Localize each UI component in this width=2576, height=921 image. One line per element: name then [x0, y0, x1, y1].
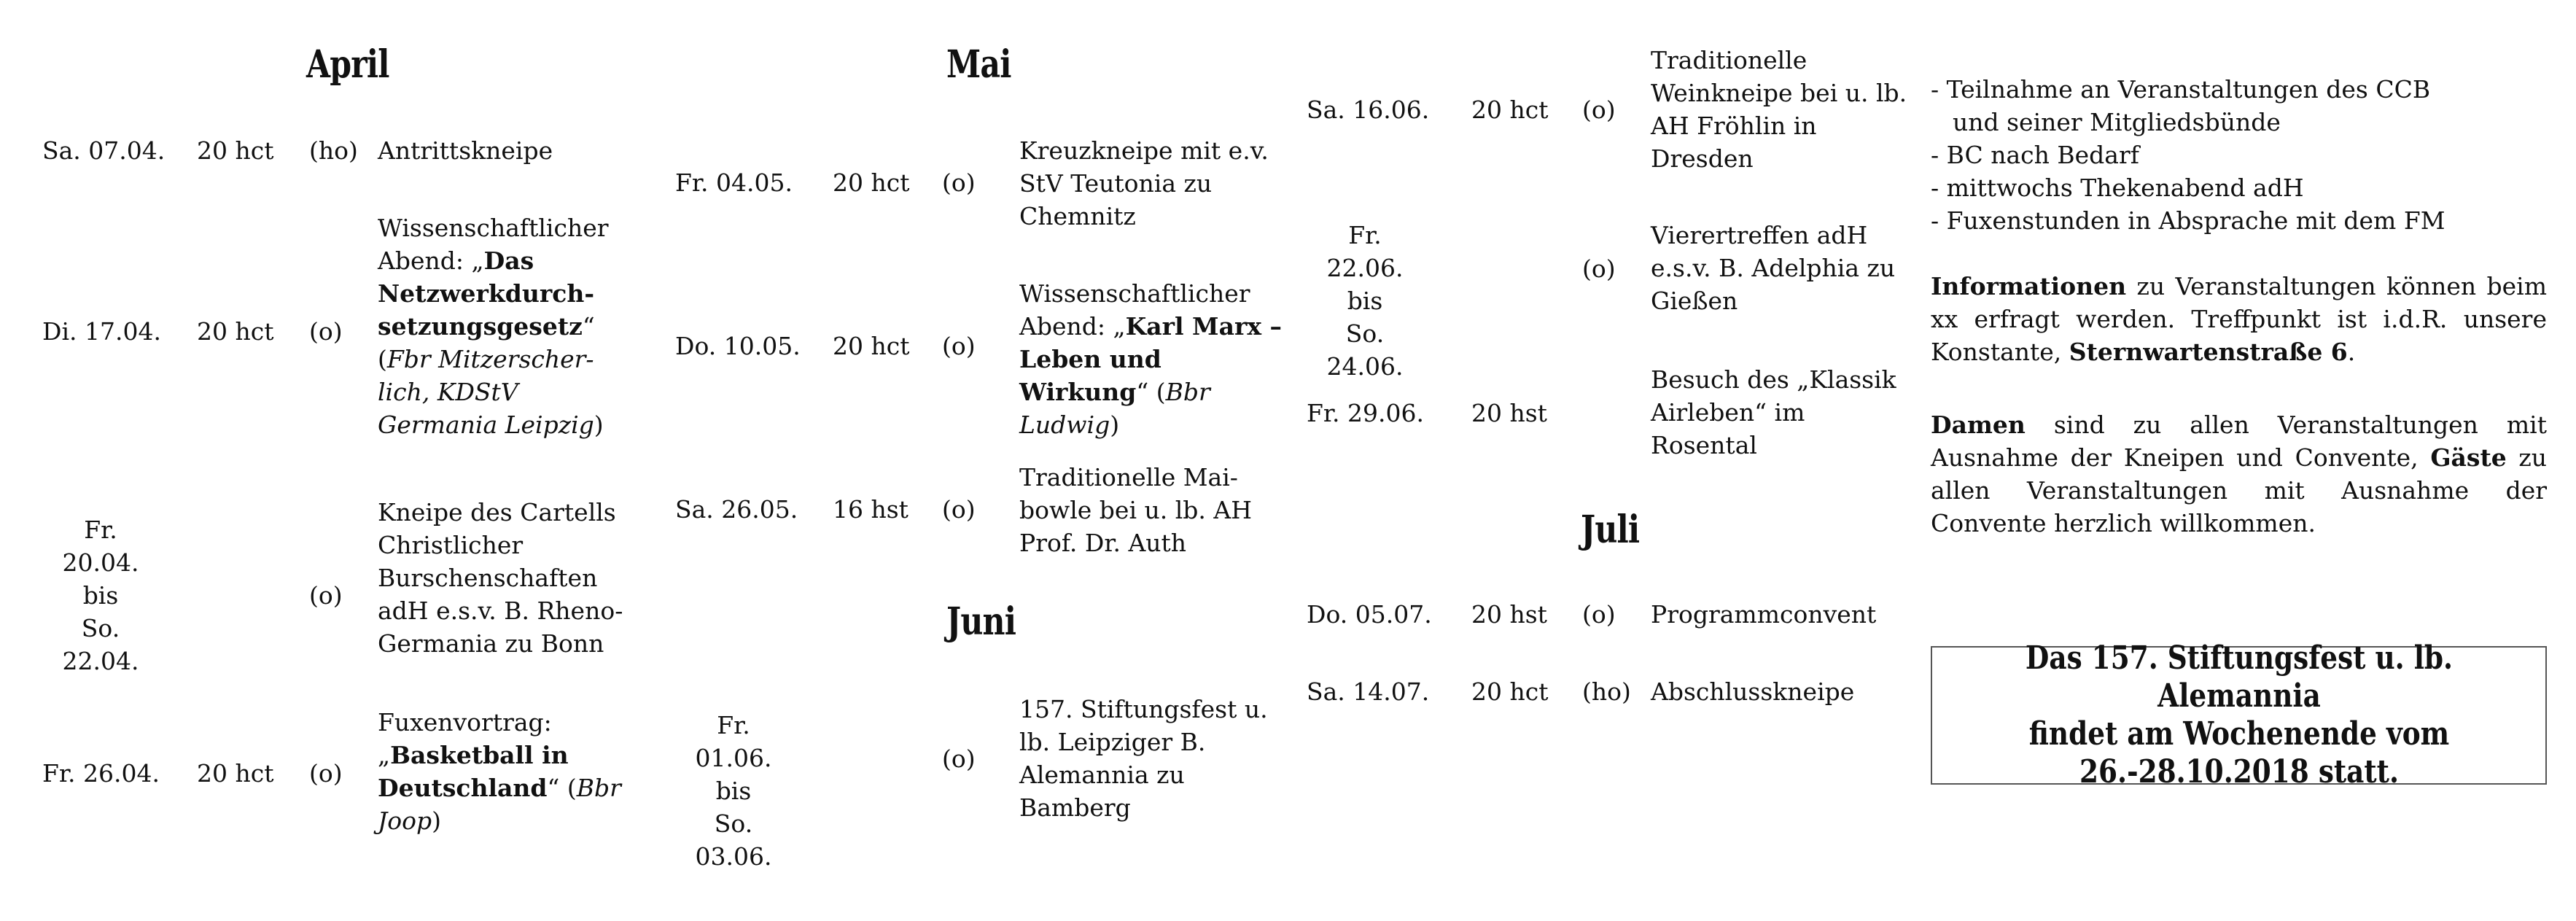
event-time: 20 hct: [1471, 677, 1549, 706]
list-item: und seiner Mitgliedsbünde: [1953, 108, 2281, 136]
month-heading-april: April: [306, 42, 389, 87]
notes-list: [1931, 73, 2547, 237]
event-mode: (o): [309, 759, 343, 788]
event-mode: (o): [309, 317, 343, 346]
event-description: Kreuzkneipe mit e.v. StV Teutonia zu Chemnitz: [1019, 136, 1269, 230]
event-date: Di. 17.04.: [42, 317, 161, 346]
event-description: Antrittskneipe: [378, 136, 553, 165]
event-time: 20 hct: [833, 168, 910, 197]
event-date: Sa. 26.05.: [675, 495, 798, 524]
announcement-text: Das 157. Stiftungsfest u. lb. Alemannia findet am Wochenende vom 26.-28.10.2018 statt.: [2025, 640, 2453, 790]
event-time: 20 hct: [1471, 96, 1549, 124]
event-mode: (o): [1582, 600, 1616, 629]
month-heading-mai: Mai: [946, 42, 1011, 87]
event-mode: (ho): [1582, 677, 1631, 706]
announcement-box: [1931, 640, 2547, 790]
event-time: 20 hst: [1471, 600, 1547, 629]
event-description: Vierertreffen adH e.s.v. B. Adelphia zu Gießen: [1651, 221, 1896, 315]
event-date-range: Fr. 01.06. bis So. 03.06.: [695, 711, 772, 871]
event-time: 20 hct: [833, 332, 910, 360]
event-mode: (o): [942, 745, 976, 773]
month-heading-juni: Juni: [946, 599, 1016, 644]
event-date: Do. 05.07.: [1307, 600, 1432, 629]
event-date: Sa. 14.07.: [1307, 677, 1430, 706]
event-date: Fr. 29.06.: [1307, 399, 1424, 427]
month-heading-juli: Juli: [1581, 508, 1640, 552]
info-paragraph: Informationen zu Veranstaltungen können beim xx erfragt werden. Treffpunkt ist i.d.R. unsere Konstante, Sternwartenstraße 6.: [1931, 272, 2547, 366]
list-item: - BC nach Bedarf: [1931, 141, 2139, 169]
list-item: - Teilnahme an Veranstaltungen des CCB: [1931, 75, 2431, 104]
list-item: - Fuxenstunden in Absprache mit dem FM: [1931, 206, 2445, 235]
event-mode: (o): [1582, 96, 1616, 124]
event-description: Wissenschaftlicher Abend: „Das Netzwerkdurch-setzungsgesetz“ (Fbr Mitzerscher-lich, KDStV Germania Leipzig): [378, 214, 609, 439]
event-date: Do. 10.05.: [675, 332, 801, 360]
event-time: 20 hst: [1471, 399, 1547, 427]
list-item: - mittwochs Thekenabend adH: [1931, 174, 2304, 202]
event-time: 20 hct: [197, 136, 274, 165]
event-mode: (o): [309, 581, 343, 610]
event-time: 20 hct: [197, 759, 274, 788]
event-description: Wissenschaftlicher Abend: „Karl Marx – Leben und Wirkung“ (Bbr Ludwig): [1019, 279, 1283, 439]
event-mode: (o): [1582, 254, 1616, 283]
event-description: Kneipe des Cartells Christlicher Burschenschaften adH e.s.v. B. Rheno-Germania zu Bonn: [378, 498, 623, 658]
event-mode: (ho): [309, 136, 358, 165]
event-date: Fr. 04.05.: [675, 168, 793, 197]
event-date: Sa. 16.06.: [1307, 96, 1430, 124]
event-time: 20 hct: [197, 317, 274, 346]
event-date: Sa. 07.04.: [42, 136, 166, 165]
event-mode: (o): [942, 495, 976, 524]
event-date-range: Fr. 20.04. bis So. 22.04.: [62, 516, 139, 675]
event-description: Fuxenvortrag: „Basketball in Deutschland“ (Bbr Joop): [378, 708, 621, 835]
event-date-range: Fr. 22.06. bis So. 24.06.: [1326, 221, 1404, 381]
event-description: Abschlusskneipe: [1651, 677, 1855, 706]
event-mode: (o): [942, 332, 976, 360]
event-description: Traditionelle Mai-bowle bei u. lb. AH Prof. Dr. Auth: [1019, 463, 1253, 557]
event-description: Besuch des „Klassik Airleben“ im Rosental: [1651, 365, 1896, 459]
event-time: 16 hst: [833, 495, 908, 524]
event-date: Fr. 26.04.: [42, 759, 160, 788]
event-description: 157. Stiftungsfest u. lb. Leipziger B. Alemannia zu Bamberg: [1019, 695, 1268, 822]
event-mode: (o): [942, 168, 976, 197]
guests-paragraph: Damen sind zu allen Veranstaltungen mit Ausnahme der Kneipen und Convente, Gäste zu allen Veranstaltungen mit Ausnahme der Convente herzlich willkommen.: [1931, 411, 2547, 537]
event-description: Traditionelle Weinkneipe bei u. lb. AH Fröhlin in Dresden: [1651, 46, 1907, 173]
event-description: Programmconvent: [1651, 600, 1877, 629]
